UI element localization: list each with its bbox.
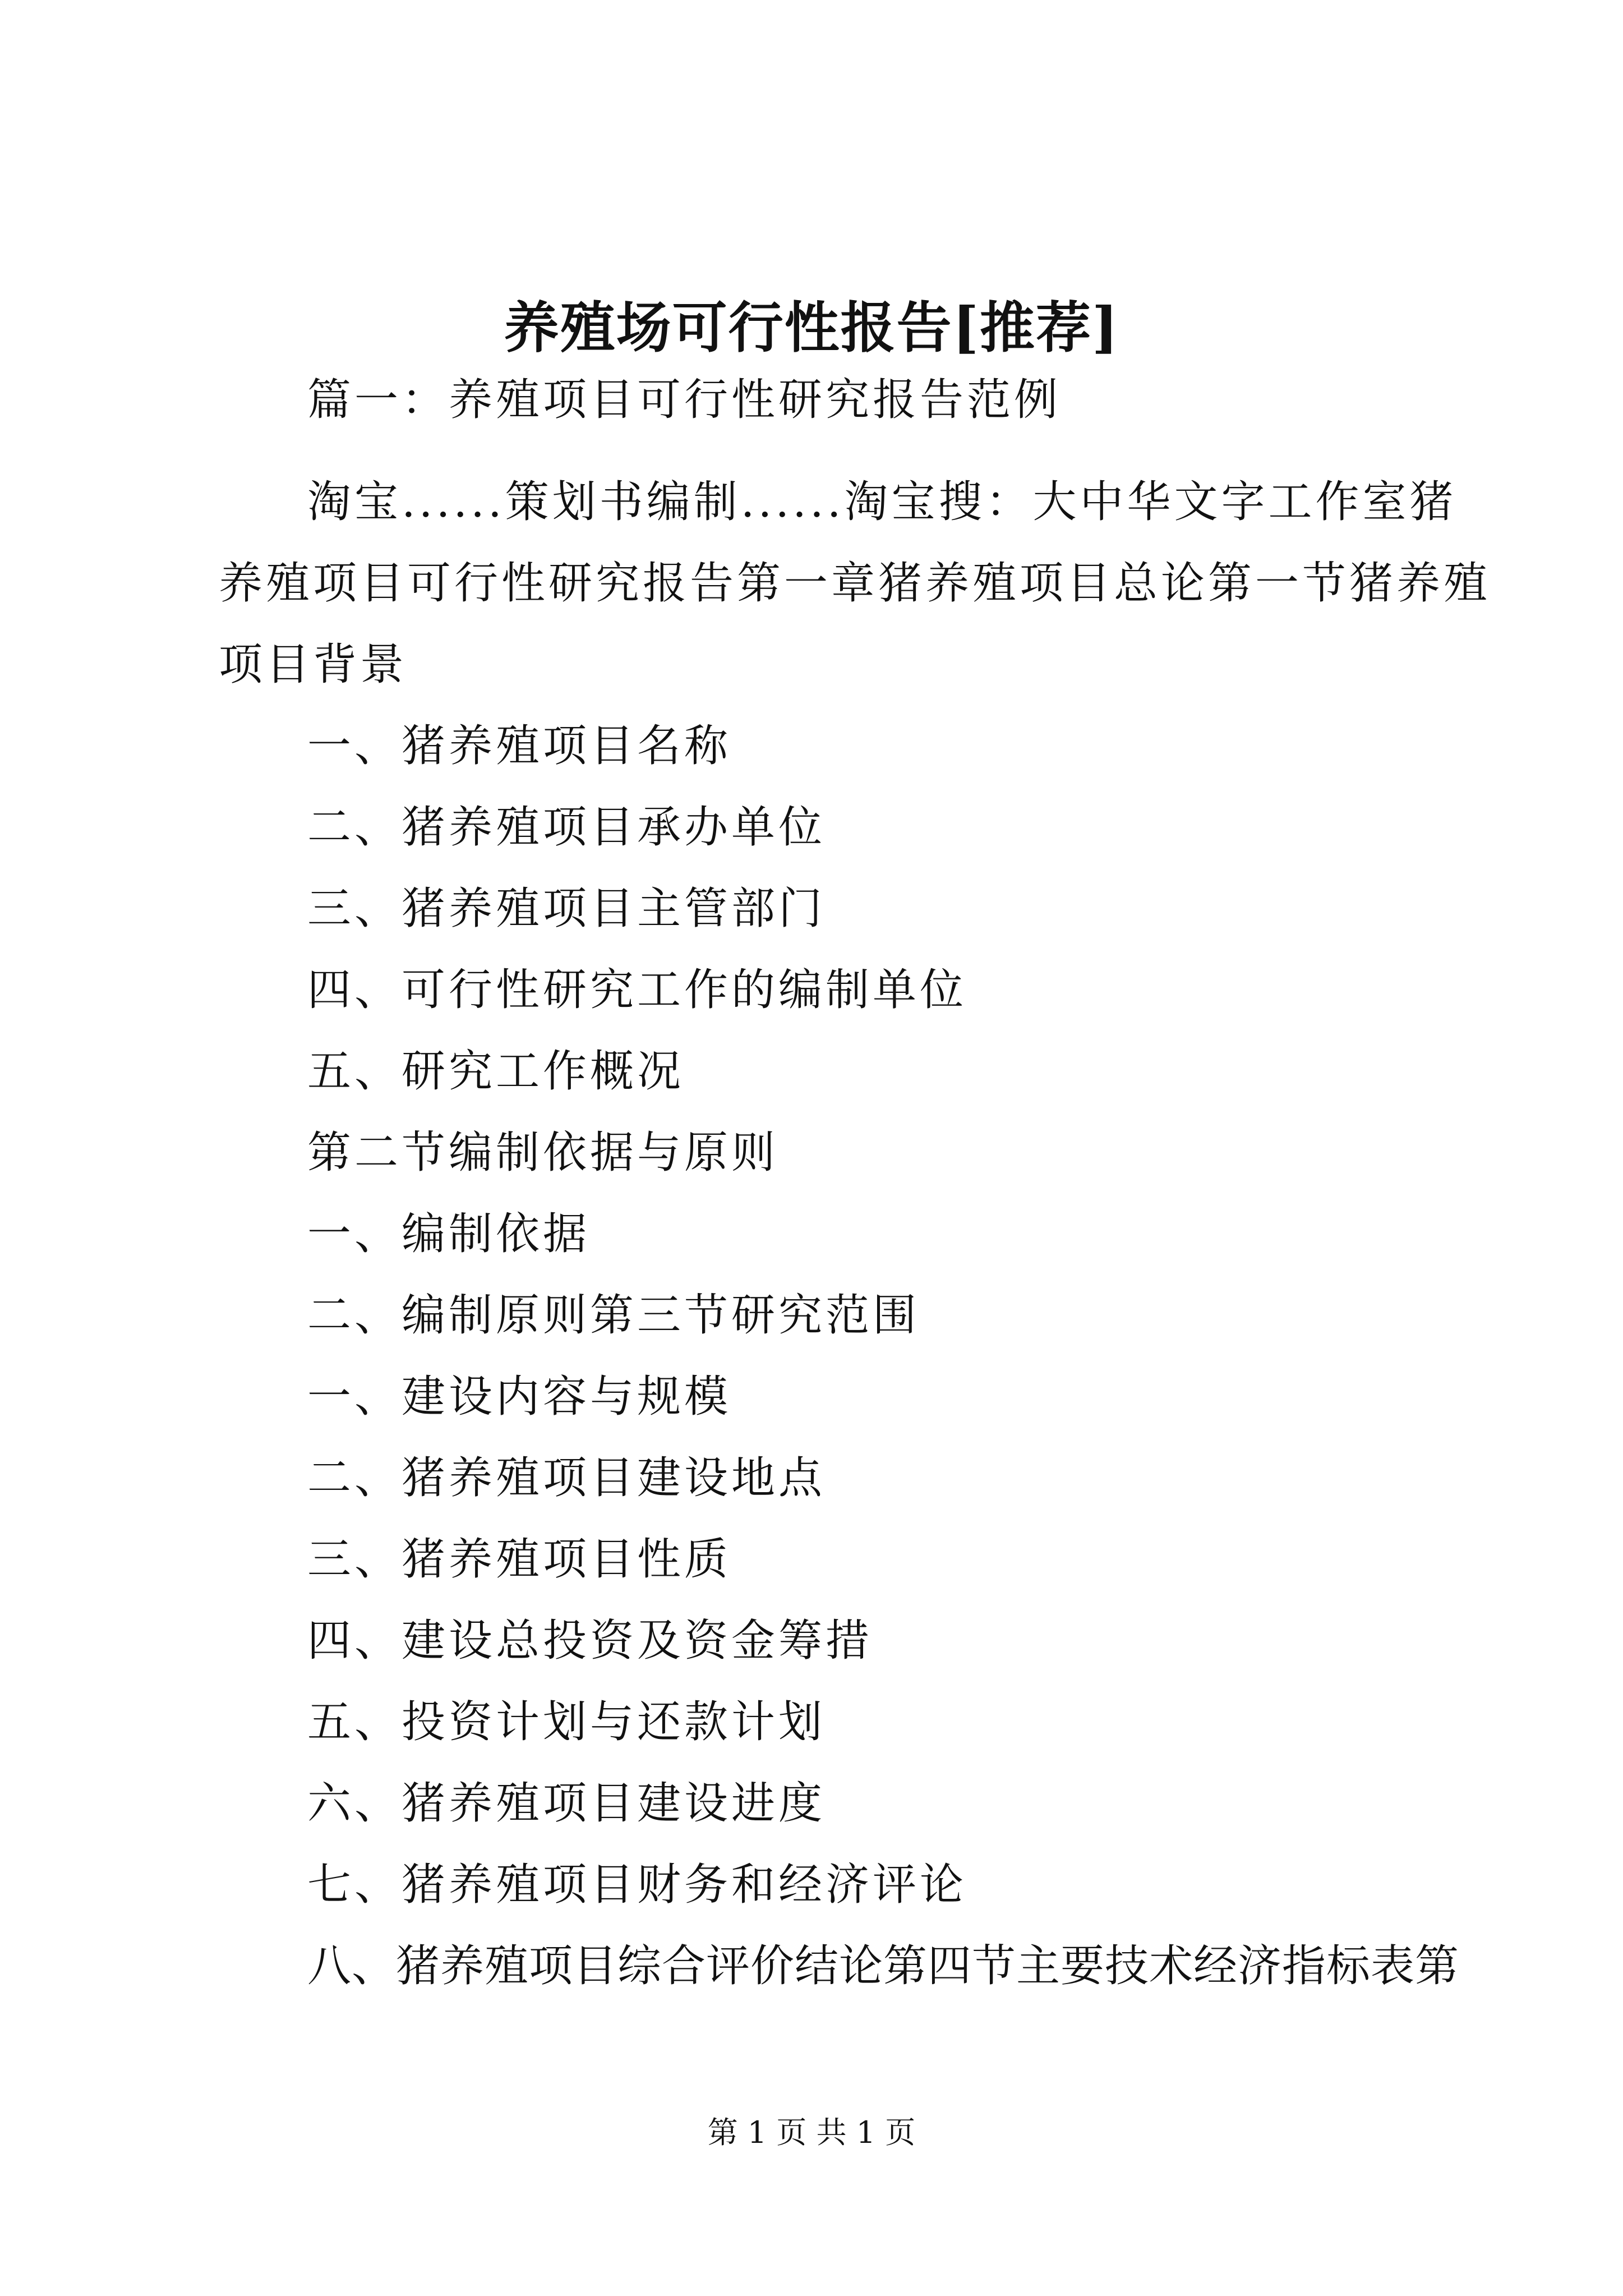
outline-item: 八、猪养殖项目综合评价结论第四节主要技术经济指标表第	[307, 1941, 1460, 1991]
outline-item: 五、研究工作概况	[307, 1046, 685, 1097]
outline-item: 一、猪养殖项目名称	[307, 721, 732, 771]
outline-item: 四、可行性研究工作的编制单位	[307, 965, 967, 1015]
paragraph-line: 项目背景	[219, 639, 408, 690]
outline-item: 五、投资计划与还款计划	[307, 1697, 826, 1747]
outline-item: 三、猪养殖项目主管部门	[307, 884, 826, 934]
paragraph-line: 淘宝......策划书编制......淘宝搜：大中华文字工作室猪	[307, 477, 1457, 527]
outline-item: 二、猪养殖项目承办单位	[307, 802, 826, 853]
outline-item: 二、猪养殖项目建设地点	[307, 1453, 826, 1503]
outline-item: 三、猪养殖项目性质	[307, 1534, 732, 1585]
outline-item: 第二节编制依据与原则	[307, 1128, 779, 1178]
outline-item: 一、建设内容与规模	[307, 1372, 732, 1422]
document-title: 养殖场可行性报告[推荐]	[504, 296, 1119, 360]
page-footer: 第 1 页 共 1 页	[707, 2115, 916, 2150]
outline-item: 四、建设总投资及资金筹措	[307, 1616, 873, 1666]
section-heading: 篇一：养殖项目可行性研究报告范例	[307, 375, 1062, 425]
outline-item: 七、猪养殖项目财务和经济评论	[307, 1860, 967, 1910]
outline-item: 二、编制原则第三节研究范围	[307, 1290, 920, 1341]
paragraph-line: 养殖项目可行性研究报告第一章猪养殖项目总论第一节猪养殖	[219, 558, 1491, 609]
outline-item: 六、猪养殖项目建设进度	[307, 1778, 826, 1829]
outline-item: 一、编制依据	[307, 1209, 591, 1259]
